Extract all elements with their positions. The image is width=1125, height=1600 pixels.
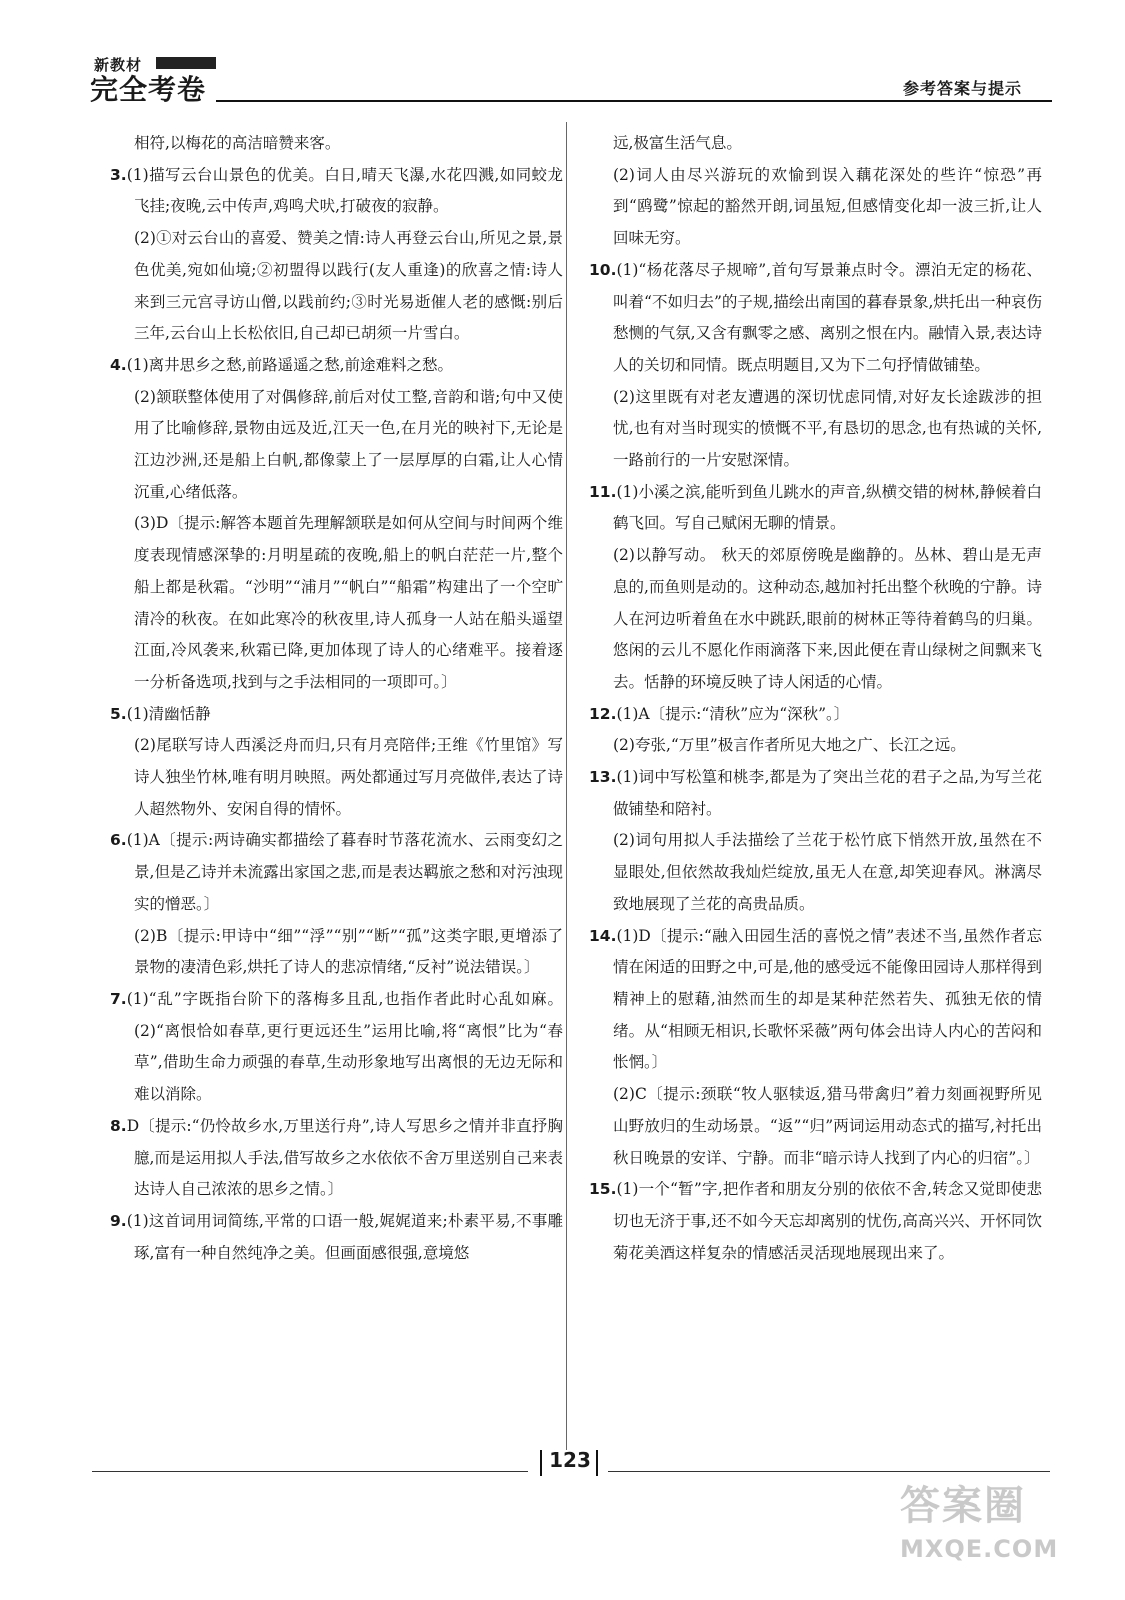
question-number: 13. (589, 768, 617, 787)
answer-text: (2)①对云台山的喜爱、赞美之情:诗人再登云台山,所见之景,景色优美,宛如仙境;②初盟得以践行(友人重逢)的欣喜之情:诗人来到三元宫寻访山僧,以践前约;③时光易逝催人老的感慨:别后三年,云台山上长松依旧,自己却已胡须一片雪白。 (134, 229, 563, 343)
watermark-logo: 答案圈 (900, 1483, 1026, 1529)
left-column (110, 128, 563, 1269)
answer-text: (1)离井思乡之愁,前路遥遥之愁,前途难料之愁。 (126, 355, 453, 374)
answer-paragraph (589, 825, 1042, 920)
question-number: 15. (589, 1180, 617, 1199)
answer-text: (1)“乱”字既指台阶下的落梅多且乱,也指作者此时心乱如麻。 (2)“离恨恰如春草,更行更远还生”运用比喻,将“离恨”比为“春草”,借助生命力顽强的春草,生动形象地写出离恨的无边无际和难以消除。 (126, 989, 563, 1104)
answer-text: (1)A〔提示:两诗确实都描绘了暮春时节落花流水、云雨变幻之景,但是乙诗并未流露出家国之悲,而是表达羁旅之愁和对污浊现实的憎恶。〕 (126, 831, 563, 913)
page-number-bar-right (596, 1450, 598, 1476)
answer-paragraph (589, 762, 1042, 825)
answer-paragraph (110, 825, 563, 920)
answer-paragraph (589, 382, 1042, 477)
page-header (84, 54, 1052, 110)
question-number: 5. (110, 704, 127, 723)
answer-paragraph (110, 730, 563, 825)
page-number: 123 (549, 1448, 591, 1472)
question-number: 14. (589, 926, 617, 945)
answer-paragraph (110, 508, 563, 698)
answer-paragraph (110, 699, 563, 731)
question-number: 10. (589, 260, 617, 279)
answer-paragraph (589, 477, 1042, 540)
column-divider (566, 122, 567, 1450)
question-number: 12. (589, 704, 617, 723)
answer-paragraph (110, 128, 563, 160)
answer-text: 远,极富生活气息。 (613, 134, 742, 152)
brand-logo: 完全考卷 (90, 73, 207, 106)
answer-paragraph (589, 255, 1042, 382)
answer-paragraph (589, 1174, 1042, 1269)
watermark-url: MXQE.COM (900, 1535, 1059, 1563)
question-number: 6. (110, 831, 127, 850)
answer-text: (3)D〔提示:解答本题首先理解颔联是如何从空间与时间两个维度表现情感深挚的:月明星疏的夜晚,船上的帆白茫茫一片,整个船上都是秋霜。“沙明”“浦月”“帆白”“船霜”构建出了一个空旷清冷的秋夜。在如此寒冷的秋夜里,诗人孤身一人站在船头遥望江面,冷风袭来,秋霜已降,更加体现了诗人的心绪难平。接着逐一分析备选项,找到与之手法相同的一项即可。〕 (134, 514, 563, 691)
answer-text: (1)A〔提示:“清秋”应为“深秋”。〕 (616, 704, 850, 723)
answer-paragraph (589, 540, 1042, 699)
watermark (900, 1478, 1059, 1588)
answer-paragraph (589, 730, 1042, 762)
footer-rule-left (92, 1471, 528, 1472)
header-rule (216, 100, 1052, 102)
answer-text: (1)小溪之滨,能听到鱼儿跳水的声音,纵横交错的树林,静候着白鹤飞回。写自己赋闲无聊的情景。 (613, 482, 1042, 533)
question-number: 8. (110, 1116, 127, 1135)
right-column (589, 128, 1042, 1269)
answer-text: (1)清幽恬静 (126, 704, 211, 723)
brand-subtitle: 新教材 (94, 56, 143, 74)
question-number: 4. (110, 355, 127, 374)
question-number: 3. (110, 165, 127, 184)
answer-text: 相符,以梅花的高洁暗赞来客。 (134, 134, 341, 152)
answer-paragraph (110, 223, 563, 350)
brand-bar (156, 57, 216, 69)
answer-paragraph (589, 699, 1042, 731)
answer-paragraph (110, 160, 563, 223)
answer-text: (2)B〔提示:甲诗中“细”“浮”“别”“断”“孤”这类字眼,更增添了景物的凄清色彩,烘托了诗人的悲凉情绪,“反衬”说法错误。〕 (134, 926, 563, 977)
answer-paragraph (589, 921, 1042, 1080)
answer-text: (2)夸张,“万里”极言作者所见大地之广、长江之远。 (613, 736, 966, 755)
answer-text: (2)词句用拟人手法描绘了兰花于松竹底下悄然开放,虽然在不显眼处,但依然故我灿烂绽放,虽无人在意,却笑迎春风。淋漓尽致地展现了兰花的高贵品质。 (613, 831, 1042, 913)
answer-paragraph (589, 160, 1042, 255)
answer-paragraph (110, 1206, 563, 1269)
footer-rule-right (608, 1471, 1050, 1472)
answer-paragraph (589, 128, 1042, 160)
answer-paragraph (110, 382, 563, 509)
answer-text: (1)词中写松篁和桃李,都是为了突出兰花的君子之品,为写兰花做铺垫和陪衬。 (613, 768, 1042, 818)
answer-text: (2)这里既有对老友遭遇的深切忧虑同情,对好友长途跋涉的担忧,也有对当时现实的愤慨不平,有恳切的思念,也有热诚的关怀,一路前行的一片安慰深情。 (613, 387, 1042, 470)
answer-paragraph (589, 1079, 1042, 1174)
answer-text: (2)C〔提示:颈联“牧人驱犊返,猎马带禽归”着力刻画视野所见山野放归的生动场景。“返”“归”两词运用动态式的描写,衬托出秋日晚景的安详、宁静。而非“暗示诗人找到了内心的归宿”。〕 (613, 1085, 1042, 1167)
answer-text: (2)词人由尽兴游玩的欢愉到误入藕花深处的些许“惊恐”再到“鸥鹭”惊起的豁然开朗,词虽短,但感情变化却一波三折,让人回味无穷。 (613, 165, 1042, 248)
answer-text: (2)颔联整体使用了对偶修辞,前后对仗工整,音韵和谐;句中又使用了比喻修辞,景物由远及近,江天一色,在月光的映衬下,无论是江边沙洲,还是船上白帆,都像蒙上了一层厚厚的白霜,让人心情沉重,心绪低落。 (134, 387, 563, 501)
answer-text: (1)描写云台山景色的优美。白日,晴天飞瀑,水花四溅,如同蛟龙飞挂;夜晚,云中传声,鸡鸣犬吠,打破夜的寂静。 (126, 165, 563, 216)
header-title: 参考答案与提示 (902, 79, 1022, 98)
answer-text: D〔提示:“仍怜故乡水,万里送行舟”,诗人写思乡之情并非直抒胸臆,而是运用拟人手法,借写故乡之水依依不舍万里送别自己来表达诗人自己浓浓的思乡之情。〕 (126, 1116, 563, 1199)
answer-paragraph (110, 921, 563, 984)
answer-paragraph (110, 350, 563, 382)
answer-paragraph (110, 1111, 563, 1206)
answer-paragraph (110, 984, 563, 1111)
answer-text: (2)以静写动。 秋天的郊原傍晚是幽静的。丛林、碧山是无声息的,而鱼则是动的。这种动态,越加衬托出整个秋晚的宁静。诗人在河边听着鱼在水中跳跃,眼前的树林正等待着鹤鸟的归巢。悠闲的云儿不愿化作雨滴落下来,因此便在青山绿树之间飘来飞去。恬静的环境反映了诗人闲适的心情。 (613, 546, 1042, 691)
answer-text: (1)D〔提示:“融入田园生活的喜悦之情”表述不当,虽然作者忘情在闲适的田野之中,可是,他的感受远不能像田园诗人那样得到精神上的慰藉,油然而生的却是某种茫然若失、孤独无依的情绪。从“相顾无相识,长歌怀采薇”两句体会出诗人内心的苦闷和怅惘。〕 (613, 926, 1042, 1072)
question-number: 11. (589, 482, 617, 501)
question-number: 9. (110, 1211, 127, 1230)
answer-text: (1)一个“暂”字,把作者和朋友分别的依依不舍,转念又觉即使悲切也无济于事,还不如今天忘却离别的忧伤,高高兴兴、开怀同饮菊花美酒这样复杂的情感活灵活现地展现出来了。 (613, 1180, 1042, 1262)
answer-text: (1)“杨花落尽子规啼”,首句写景兼点时令。漂泊无定的杨花、叫着“不如归去”的子规,描绘出南国的暮春景象,烘托出一种哀伤愁恻的气氛,又含有飘零之感、离别之恨在内。融情入景,表达诗人的关切和同情。既点明题目,又为下二句抒情做铺垫。 (613, 260, 1042, 374)
page-number-bar-left (540, 1450, 542, 1476)
answer-text: (2)尾联写诗人西溪泛舟而归,只有月亮陪伴;王维《竹里馆》写诗人独坐竹林,唯有明月映照。两处都通过写月亮做伴,表达了诗人超然物外、安闲自得的情怀。 (134, 736, 563, 818)
question-number: 7. (110, 989, 127, 1008)
answer-text: (1)这首词用词简练,平常的口语一般,娓娓道来;朴素平易,不事雕琢,富有一种自然纯净之美。但画面感很强,意境悠 (126, 1211, 563, 1262)
